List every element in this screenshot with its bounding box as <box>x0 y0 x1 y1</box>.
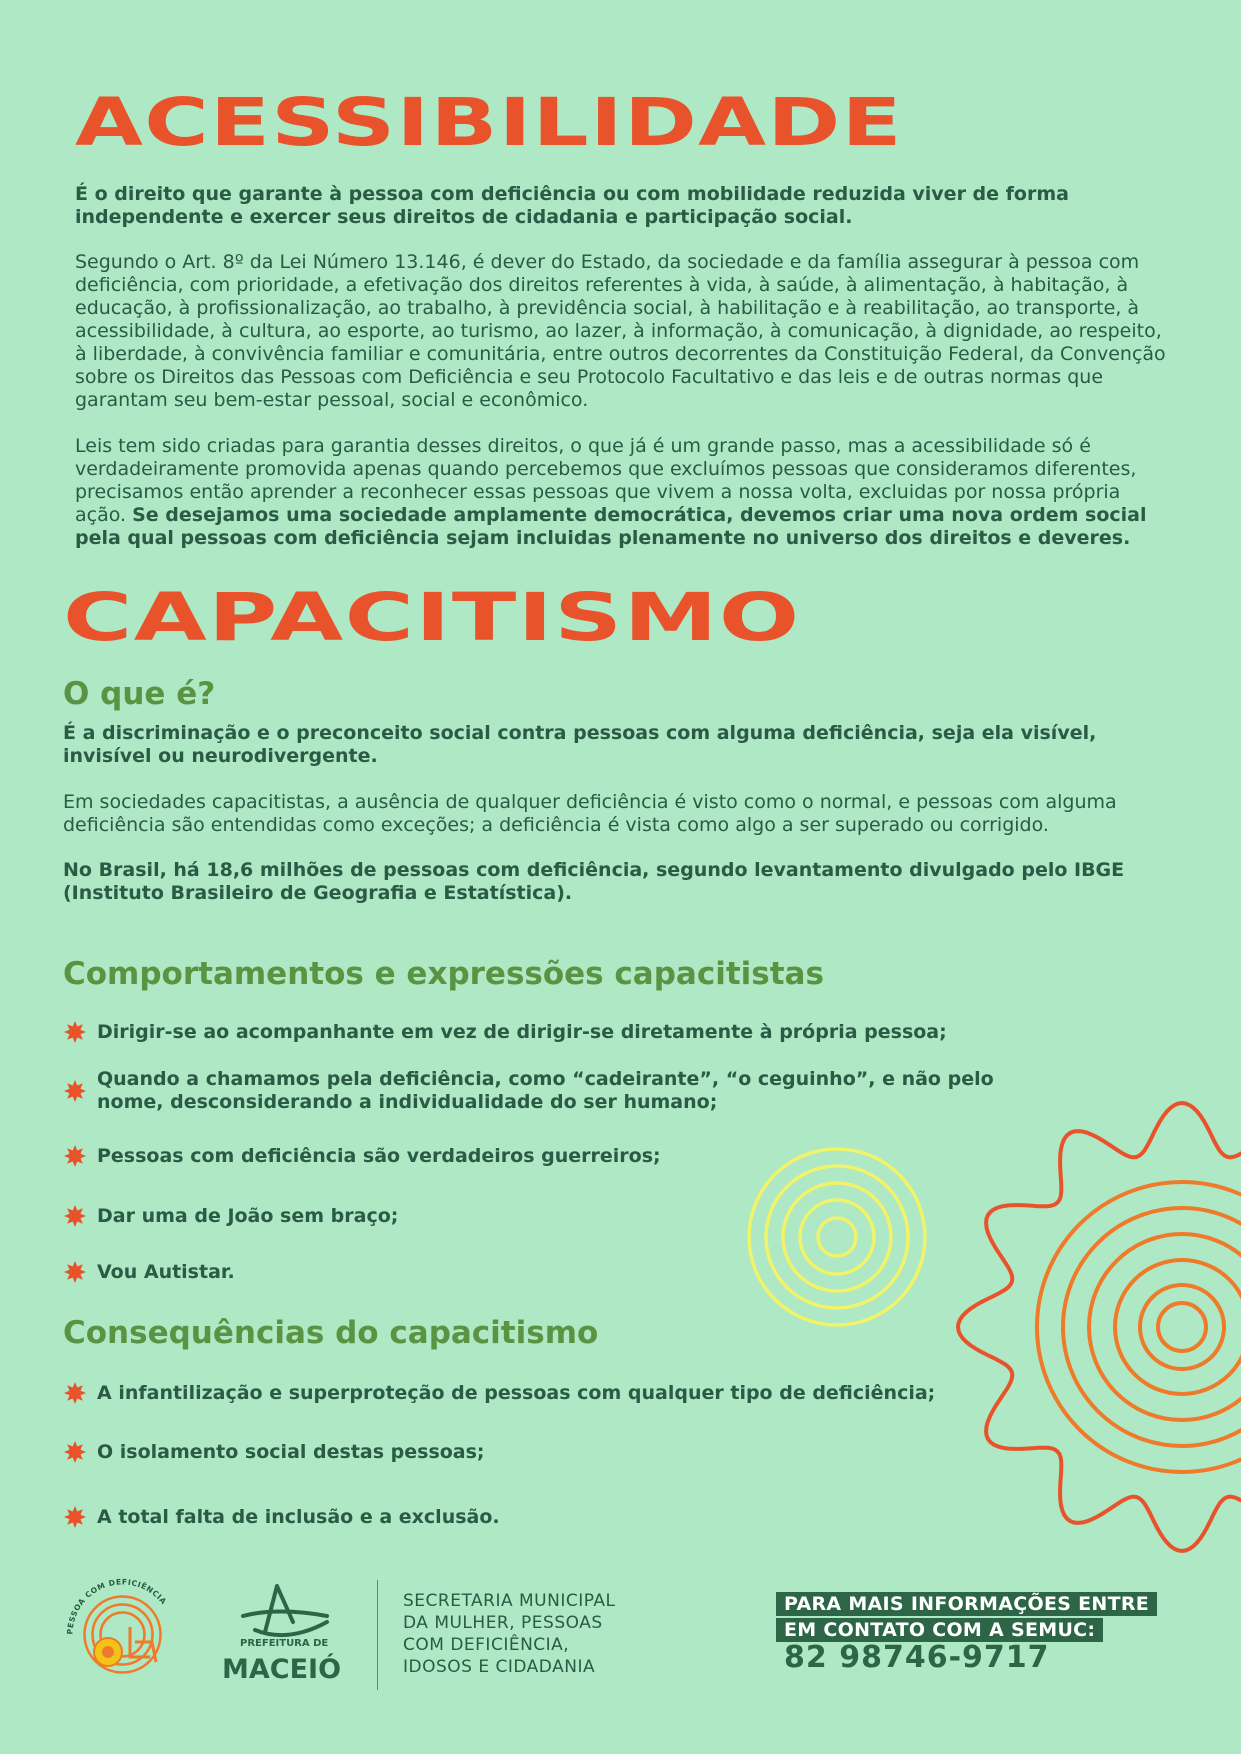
title-capacitismo: CAPACITISMO <box>63 579 801 656</box>
list-item <box>63 1440 1063 1464</box>
sun-bullet-icon <box>63 1204 87 1228</box>
list-item <box>63 1068 1063 1114</box>
title-acessibilidade: ACESSIBILIDADE <box>75 84 903 161</box>
acessibilidade-paragraph-1: Segundo o Art. 8º da Lei Número 13.146, é dever do Estado, da sociedade e da família assegurar à pessoa com deficiência, com prioridade, a efetivação dos direitos referentes à vida, à saúde, à alimentação, à habitação, à educação, à profissionalização, ao trabalho, à previdência social, à habilitação e à reabilitação, ao transporte, à acessibilidade, à cultura, ao esporte, ao turismo, ao lazer, à informação, à comunicação, à dignidade, ao respeito, à liberdade, à convivência familiar e comunitária, entre outros decorrentes da Constituição Federal, da Convenção sobre os Direitos das Pessoas com Deficiência e seu Protocolo Facultativo e das leis e de outras normas que garantam seu bem-estar pessoal, social e econômico. <box>75 251 1166 411</box>
acessibilidade-intro: É o direito que garante à pessoa com deficiência ou com mobilidade reduzida viver de forma independente e exercer seus direitos de cidadania e participação social. <box>75 183 1069 228</box>
secretaria-line: DA MULHER, PESSOAS <box>403 1613 603 1633</box>
secretaria-line: SECRETARIA MUNICIPAL <box>403 1591 616 1611</box>
heading-consequencias: Consequências do capacitismo <box>63 1315 599 1351</box>
contact-line-2: EM CONTATO COM A SEMUC: <box>776 1618 1103 1642</box>
sun-bullet-icon <box>63 1505 87 1529</box>
list-item <box>63 1381 1063 1405</box>
heading-o-que-e: O que é? <box>63 676 216 712</box>
capacitismo-statistic: No Brasil, há 18,6 milhões de pessoas com deficiência, segundo levantamento divulgado pelo IBGE (Instituto Brasileiro de Geografia e Estatística). <box>63 859 1125 904</box>
list-item <box>63 1505 1063 1529</box>
sun-bullet-icon <box>63 1260 87 1284</box>
pessoa-com-deficiencia-seal <box>60 1572 185 1697</box>
behavior-text: Vou Autistar. <box>97 1260 235 1283</box>
behavior-text: Quando a chamamos pela deficiência, como “cadeirante”, “o ceguinho”, e não pelo nome, desconsiderando a individualidade do ser humano; <box>97 1068 994 1113</box>
capacitismo-paragraph: Em sociedades capacitistas, a ausência de qualquer deficiência é visto como o normal, e pessoas com alguma deficiência são entendidas como exceções; a deficiência é vista como algo a ser superado ou corrigido. <box>63 791 1117 836</box>
sun-bullet-icon <box>63 1144 87 1168</box>
contact-line-1: PARA MAIS INFORMAÇÕES ENTRE <box>776 1592 1157 1616</box>
secretaria-name <box>403 1590 616 1678</box>
orange-sun-decoration <box>950 1070 1241 1570</box>
list-item <box>63 1020 1063 1044</box>
sun-bullet-icon <box>63 1020 87 1044</box>
behavior-text: Dirigir-se ao acompanhante em vez de dirigir-se diretamente à própria pessoa; <box>97 1020 947 1043</box>
sun-bullet-icon <box>63 1079 87 1103</box>
prefeitura-label: PREFEITURA DE <box>240 1638 329 1649</box>
yellow-circles-decoration <box>745 1145 930 1330</box>
acessibilidade-paragraph-2 <box>75 435 1175 550</box>
sun-bullet-icon <box>63 1440 87 1464</box>
heading-comportamentos: Comportamentos e expressões capacitistas <box>63 956 824 992</box>
seal-text: PESSOA COM DEFICIÊNCIA <box>65 1577 169 1635</box>
secretaria-line: IDOSOS E CIDADANIA <box>403 1657 596 1677</box>
capacitismo-definition: É a discriminação e o preconceito social contra pessoas com alguma deficiência, seja ela visível, invisível ou neurodivergente. <box>63 722 1097 767</box>
secretaria-line: COM DEFICIÊNCIA, <box>403 1635 570 1655</box>
contact-phone[interactable]: 82 98746-9717 <box>784 1640 1050 1675</box>
footer-divider <box>377 1580 378 1690</box>
prefeitura-city: MACEIÓ <box>222 1654 342 1685</box>
paragraph-2-regular: Leis tem sido criadas para garantia desses direitos, o que já é um grande passo, mas a acessibilidade só é verdadeiramente promovida apenas quando percebemos que excluímos pessoas que consideramos diferentes, precisamos então aprender a reconhecer essas pessoas que vivem a nossa volta, excluidas por nossa própria ação. <box>75 435 1137 526</box>
paragraph-2-bold: Se desejamos uma sociedade amplamente democrática, devemos criar uma nova ordem social pela qual pessoas com deficiência sejam incluidas plenamente no universo dos direitos e deveres. <box>75 504 1147 549</box>
behavior-text: Pessoas com deficiência são verdadeiros guerreiros; <box>97 1144 661 1167</box>
consequence-text: A infantilização e superproteção de pessoas com qualquer tipo de deficiência; <box>97 1381 936 1404</box>
behavior-text: Dar uma de João sem braço; <box>97 1204 399 1227</box>
consequence-text: A total falta de inclusão e a exclusão. <box>97 1505 500 1528</box>
sun-bullet-icon <box>63 1381 87 1405</box>
consequence-text: O isolamento social destas pessoas; <box>97 1440 485 1463</box>
prefeitura-logo-icon <box>235 1582 335 1642</box>
